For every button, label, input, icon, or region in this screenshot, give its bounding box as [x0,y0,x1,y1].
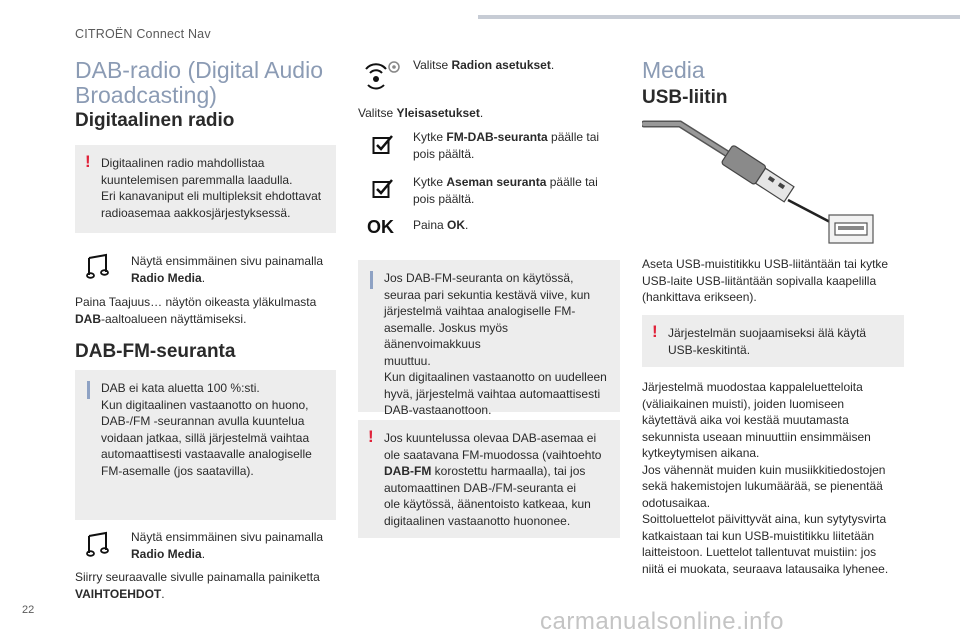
section-title-media: Media [642,57,705,83]
toggle-station-follow: Kytke Aseman seuranta päälle tai pois päältä. [413,175,598,206]
paragraph-options: Siirry seuraavalle sivulle painamalla painiketta VAIHTOEHDOT. [75,570,320,601]
radio-settings-icon [362,58,404,92]
warning-icon: ! [368,427,374,446]
music-note-icon [86,531,110,557]
step-radio-media-2: Näytä ensimmäinen sivu painamalla Radio Media. [131,530,324,561]
music-note-icon [86,253,110,279]
info-box-2: Jos DAB-FM-seuranta on käytössä, seuraa pari sekuntia kestävä viive, kun järjestelmä vaihtaa analogiselle FM- asemalle. Joskus myös äänenvoimakkuus muuttuu. Kun digitaalinen vastaanotto on uudelleen hyvä, järjestelmä vaihtaa automaattisesti DAB-vastaanottoon. [358,260,620,412]
checkbox-icon [372,177,394,199]
info-box-1: DAB ei kata aluetta 100 %:sti. Kun digitaalinen vastaanotto on huono, DAB-/FM -seurannan avulla kuuntelua voidaan jatkaa, sillä järjestelmä vaihtaa automaattisesti vastaavalle analogiselle FM-asemalle (jos saatavilla). [75,370,336,520]
warning-icon: ! [652,322,658,341]
toggle-fm-dab: Kytke FM-DAB-seuranta päälle tai pois päältä. [413,130,600,161]
paragraph-usb-insert: Aseta USB-muistitikku USB-liitäntään tai kytke USB-laite USB-liitäntään sopivalla kaapelilla (hankittava erikseen). [642,257,889,304]
select-radio-settings: Valitse Radion asetukset. [413,58,555,72]
heading-digital-radio: Digitaalinen radio [75,110,235,131]
heading-usb: USB-liitin [642,87,728,108]
paragraph-frequency: Paina Taajuus… näytön oikeasta yläkulmasta DAB-aaltoalueen näyttämiseksi. [75,295,317,326]
ok-icon: OK [367,217,394,237]
paragraph-playlists: Järjestelmä muodostaa kappaleluetteloita (väliaikainen muisti), joiden luomiseen käytettävä aika voi kestää muutamasta sekunnista useaan minuuttiin ensimmäisen kytkeytymisen aikana. Jos vähennät muiden kuin musiikkitiedostojen sekä hakemistojen lukumäärää, se pienentää odotusaikaa. Soittoluettelot päivittyvät aina, kun sytytysvirta katkaistaan tai kun USB-muistitikku liitetään laitteistoon. Luettelot tallentuvat muistiin: jos niitä ei muokata, seuraava latausaika lyhenee. [642,380,889,576]
usb-port-icon [828,214,874,244]
step-radio-media-1: Näytä ensimmäinen sivu painamalla Radio Media. [131,254,324,285]
header-bar [478,15,960,19]
column-1 [75,58,340,108]
section-title-dab: DAB-radio (Digital Audio Broadcasting) [75,57,324,108]
watermark: carmanualsonline.info [540,608,784,635]
warning-icon: ! [85,152,91,171]
running-header: CITROËN Connect Nav [75,27,211,41]
info-icon [370,271,373,289]
info-icon [87,381,90,399]
warning-box-2: ! Jos kuuntelussa olevaa DAB-asemaa ei ole saatavana FM-muodossa (vaihtoehto DAB-FM korostettu harmaalla), tai jos automaattinen DAB-/FM-seuranta ei ole käytössä, äänentoisto katkeaa, kun digitaalinen vastaanotto huononee. [358,420,620,538]
warning-box-3: ! Järjestelmän suojaamiseksi älä käytä USB-keskitintä. [642,315,904,367]
select-general-settings: Valitse Yleisasetukset. [358,106,484,120]
heading-dab-fm: DAB-FM-seuranta [75,341,236,362]
press-ok: Paina OK. [413,218,469,232]
warning-box-1: ! Digitaalinen radio mahdollistaa kuuntelemisen paremmalla laadulla. Eri kanavaniput eli multipleksit ehdottavat radioasemaa aakkosjärjestyksessä. [75,145,336,233]
page-number: 22 [22,604,35,616]
checkbox-icon [372,133,394,155]
